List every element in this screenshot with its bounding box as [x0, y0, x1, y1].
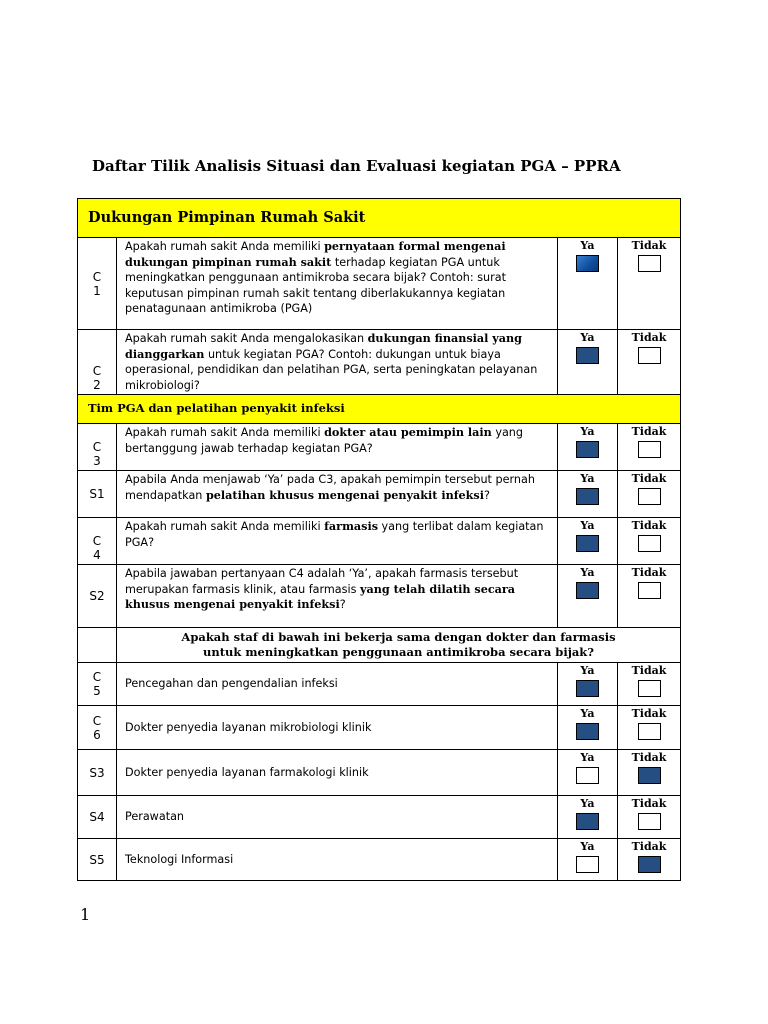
no-cell — [618, 706, 681, 750]
yes-cell — [558, 518, 618, 565]
row-code: C 1 — [78, 238, 117, 330]
yes-checkbox[interactable] — [576, 582, 599, 599]
yes-cell — [558, 663, 618, 706]
row-code: C 4 — [78, 518, 117, 565]
no-cell — [618, 471, 681, 518]
no-label: Tidak — [631, 707, 667, 720]
no-checkbox[interactable] — [638, 255, 661, 272]
no-cell — [618, 796, 681, 839]
no-cell — [618, 839, 681, 881]
yes-label: Ya — [580, 519, 595, 532]
no-label: Tidak — [631, 472, 667, 485]
yes-cell — [558, 424, 618, 471]
no-label: Tidak — [631, 664, 667, 677]
subheading-row — [78, 628, 681, 663]
no-label: Tidak — [631, 566, 667, 579]
yes-checkbox[interactable] — [576, 723, 599, 740]
question-text: Apakah rumah sakit Anda mengalokasikan dukungan finansial yang dianggarkan untuk kegiatan PGA? Contoh: dukungan untuk biaya operasional, pendidikan dan pelatihan PGA, serta peningkatan pelayanan mikrobiologi? — [117, 330, 558, 395]
question-text: Perawatan — [117, 796, 558, 839]
yes-cell — [558, 706, 618, 750]
row-code: S2 — [78, 565, 117, 628]
no-cell — [618, 238, 681, 330]
no-checkbox[interactable] — [638, 582, 661, 599]
yes-checkbox[interactable] — [576, 347, 599, 364]
yes-checkbox[interactable] — [576, 680, 599, 697]
document-title: Daftar Tilik Analisis Situasi dan Evaluasi kegiatan PGA – PPRA — [92, 157, 621, 175]
row-code-empty — [78, 628, 117, 663]
yes-label: Ya — [580, 566, 595, 579]
yes-cell — [558, 330, 618, 395]
row-code: C 5 — [78, 663, 117, 706]
row-code: C 6 — [78, 706, 117, 750]
no-cell — [618, 663, 681, 706]
section-title: Dukungan Pimpinan Rumah Sakit — [78, 199, 681, 238]
table-row — [78, 663, 681, 706]
yes-label: Ya — [580, 797, 595, 810]
no-cell — [618, 565, 681, 628]
no-label: Tidak — [631, 519, 667, 532]
question-text: Teknologi Informasi — [117, 839, 558, 881]
table-row — [78, 839, 681, 881]
no-cell — [618, 424, 681, 471]
no-label: Tidak — [631, 425, 667, 438]
no-label: Tidak — [631, 331, 667, 344]
yes-cell — [558, 750, 618, 796]
yes-label: Ya — [580, 664, 595, 677]
row-code: S4 — [78, 796, 117, 839]
yes-cell — [558, 471, 618, 518]
no-checkbox[interactable] — [638, 488, 661, 505]
yes-checkbox[interactable] — [576, 856, 599, 873]
question-text: Apakah rumah sakit Anda memiliki dokter atau pemimpin lain yang bertanggung jawab terhadap kegiatan PGA? — [117, 424, 558, 471]
yes-label: Ya — [580, 707, 595, 720]
section-header-row — [78, 395, 681, 424]
yes-cell — [558, 238, 618, 330]
row-code: S3 — [78, 750, 117, 796]
question-text: Pencegahan dan pengendalian infeksi — [117, 663, 558, 706]
table-row — [78, 471, 681, 518]
table-row — [78, 750, 681, 796]
row-code: C 2 — [78, 330, 117, 395]
yes-label: Ya — [580, 331, 595, 344]
no-cell — [618, 750, 681, 796]
yes-cell — [558, 839, 618, 881]
question-text: Dokter penyedia layanan farmakologi klinik — [117, 750, 558, 796]
yes-checkbox[interactable] — [576, 535, 599, 552]
question-text: Apabila Anda menjawab ‘Ya’ pada C3, apakah pemimpin tersebut pernah mendapatkan pelatihan khusus mengenai penyakit infeksi? — [117, 471, 558, 518]
yes-checkbox[interactable] — [576, 813, 599, 830]
table-row — [78, 330, 681, 395]
yes-checkbox[interactable] — [576, 255, 599, 272]
page-number: 1 — [80, 905, 91, 924]
yes-label: Ya — [580, 425, 595, 438]
yes-label: Ya — [580, 239, 595, 252]
no-checkbox[interactable] — [638, 441, 661, 458]
yes-checkbox[interactable] — [576, 441, 599, 458]
table-row — [78, 565, 681, 628]
yes-cell — [558, 796, 618, 839]
table-row — [78, 518, 681, 565]
no-checkbox[interactable] — [638, 680, 661, 697]
no-checkbox[interactable] — [638, 535, 661, 552]
section-header-row — [78, 199, 681, 238]
yes-label: Ya — [580, 840, 595, 853]
no-cell — [618, 330, 681, 395]
no-checkbox[interactable] — [638, 767, 661, 784]
row-code: C 3 — [78, 424, 117, 471]
yes-checkbox[interactable] — [576, 767, 599, 784]
no-label: Tidak — [631, 751, 667, 764]
table-row — [78, 238, 681, 330]
yes-label: Ya — [580, 751, 595, 764]
section-title: Tim PGA dan pelatihan penyakit infeksi — [78, 395, 681, 424]
no-label: Tidak — [631, 840, 667, 853]
table-row — [78, 706, 681, 750]
table-row — [78, 424, 681, 471]
staff-heading: Apakah staf di bawah ini bekerja sama dengan dokter dan farmasis untuk meningkatkan penggunaan antimikroba secara bijak? — [117, 628, 681, 663]
question-text: Apakah rumah sakit Anda memiliki pernyataan formal mengenai dukungan pimpinan rumah sakit terhadap kegiatan PGA untuk meningkatkan penggunaan antimikroba secara bijak? Contoh: surat keputusan pimpinan rumah sakit tentang diberlakukannya kegiatan penatagunaan antimikroba (PGA) — [117, 238, 558, 330]
yes-cell — [558, 565, 618, 628]
question-text: Apakah rumah sakit Anda memiliki farmasis yang terlibat dalam kegiatan PGA? — [117, 518, 558, 565]
row-code: S1 — [78, 471, 117, 518]
no-checkbox[interactable] — [638, 347, 661, 364]
no-label: Tidak — [631, 797, 667, 810]
row-code: S5 — [78, 839, 117, 881]
yes-checkbox[interactable] — [576, 488, 599, 505]
yes-label: Ya — [580, 472, 595, 485]
no-checkbox[interactable] — [638, 723, 661, 740]
table-row — [78, 796, 681, 839]
question-text: Dokter penyedia layanan mikrobiologi klinik — [117, 706, 558, 750]
no-cell — [618, 518, 681, 565]
checklist-table — [77, 198, 681, 881]
no-checkbox[interactable] — [638, 813, 661, 830]
no-checkbox[interactable] — [638, 856, 661, 873]
question-text: Apabila jawaban pertanyaan C4 adalah ‘Ya’, apakah farmasis tersebut merupakan farmasis klinik, atau farmasis yang telah dilatih secara khusus mengenai penyakit infeksi? — [117, 565, 558, 628]
no-label: Tidak — [631, 239, 667, 252]
